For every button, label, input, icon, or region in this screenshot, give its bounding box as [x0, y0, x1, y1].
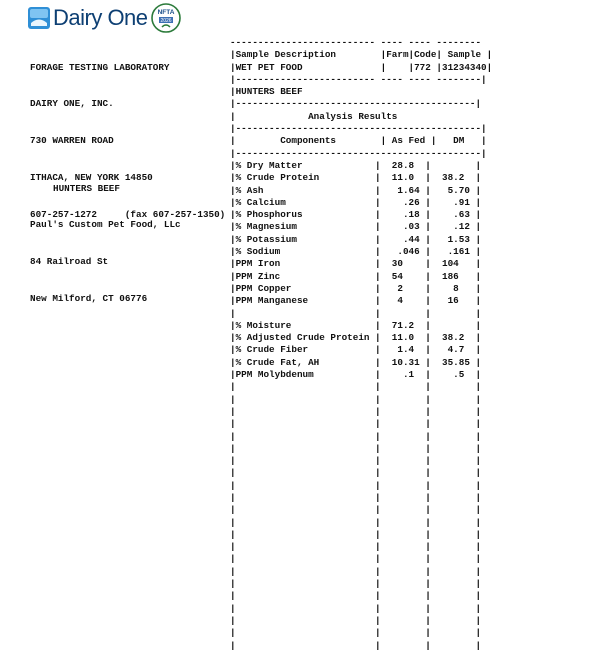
dairy-one-logo: [28, 3, 181, 33]
report-line: | | | |: [230, 590, 482, 602]
report-line: |% Potassium | .44 | 1.53 |: [230, 233, 482, 245]
report-line: |% Sodium | .046 | .161 |: [230, 246, 482, 258]
report-line: | | | |: [230, 393, 482, 405]
report-line: | | | |: [230, 381, 482, 393]
report-line: |% Adjusted Crude Protein | 11.0 | 38.2 |: [230, 332, 482, 344]
client-city: New Milford, CT 06776: [30, 293, 148, 305]
report-line: | | | |: [230, 504, 482, 516]
report-line: |------------------------- ---- ---- --------|: [230, 73, 487, 85]
report-line: | | | |: [230, 442, 482, 454]
report-line: |HUNTERS BEEF: [230, 86, 303, 98]
report-line: |PPM Copper | 2 | 8 |: [230, 282, 482, 294]
lab-phone-fax: 607-257-1272 (fax 607-257-1350): [30, 209, 226, 221]
report-line: | | | |: [230, 639, 482, 651]
lab-street: 730 WARREN ROAD: [30, 135, 114, 147]
client-name: HUNTERS BEEF: [53, 182, 120, 194]
report-line: |--------------------------------------------|: [230, 147, 487, 159]
report-line: | | | |: [230, 467, 482, 479]
report-line: | | | |: [230, 614, 482, 626]
analysis-report-table: [230, 37, 492, 652]
report-line: |% Crude Fiber | 1.4 | 4.7 |: [230, 344, 482, 356]
report-line: | | | |: [230, 455, 482, 467]
report-line: |--------------------------------------------|: [230, 123, 487, 135]
report-line: |PPM Iron | 30 | 104 |: [230, 258, 482, 270]
report-line: |% Moisture | 71.2 | |: [230, 319, 482, 331]
report-line: | | | |: [230, 528, 482, 540]
dairy-one-logo-icon: [28, 7, 50, 29]
nfta-badge-text: NFTA: [157, 9, 174, 16]
report-line: |Sample Description |Farm|Code| Sample |: [230, 49, 493, 61]
lab-name: FORAGE TESTING LABORATORY: [30, 61, 170, 73]
report-line: |% Crude Protein | 11.0 | 38.2 |: [230, 172, 482, 184]
report-line: | | | |: [230, 491, 482, 503]
brand-name: Dairy One: [53, 5, 148, 30]
lab-company: DAIRY ONE, INC.: [30, 98, 114, 110]
report-line: | | | |: [230, 479, 482, 491]
report-line: |% Magnesium | .03 | .12 |: [230, 221, 482, 233]
client-address-block: [30, 158, 181, 318]
report-line: | | | |: [230, 430, 482, 442]
report-line: |% Crude Fat, AH | 10.31 | 35.85 |: [230, 356, 482, 368]
report-line: | | | |: [230, 418, 482, 430]
report-line: | | | |: [230, 627, 482, 639]
report-line: |% Dry Matter | 28.8 | |: [230, 159, 482, 171]
report-line: | | | |: [230, 565, 482, 577]
report-line: | Analysis Results: [230, 110, 398, 122]
client-business: Paul's Custom Pet Food, LLc: [30, 219, 181, 231]
report-line: |WET PET FOOD | |772 |31234340|: [230, 61, 493, 73]
report-line: | | | |: [230, 578, 482, 590]
report-line: | | | |: [230, 541, 482, 553]
report-line: |-------------------------------------------|: [230, 98, 482, 110]
report-line: | | | |: [230, 602, 482, 614]
report-line: | Components | As Fed | DM |: [230, 135, 487, 147]
lab-city: ITHACA, NEW YORK 14850: [30, 172, 153, 184]
report-line: |PPM Zinc | 54 | 186 |: [230, 270, 482, 282]
report-line: | | | |: [230, 405, 482, 417]
report-line: | | | |: [230, 553, 482, 565]
report-line: |PPM Molybdenum | .1 | .5 |: [230, 369, 482, 381]
report-line: |PPM Manganese | 4 | 16 |: [230, 295, 482, 307]
report-line: | | | |: [230, 516, 482, 528]
client-street: 84 Railroad St: [30, 256, 109, 268]
report-line: |% Ash | 1.64 | 5.70 |: [230, 184, 482, 196]
report-line: -------------------------- ---- ---- --------: [230, 37, 482, 48]
nfta-badge-year: 2026: [159, 18, 172, 24]
nfta-badge-icon: [151, 3, 181, 33]
report-line: |% Phosphorus | .18 | .63 |: [230, 209, 482, 221]
report-line: | | | |: [230, 307, 482, 319]
report-line: |% Calcium | .26 | .91 |: [230, 196, 482, 208]
